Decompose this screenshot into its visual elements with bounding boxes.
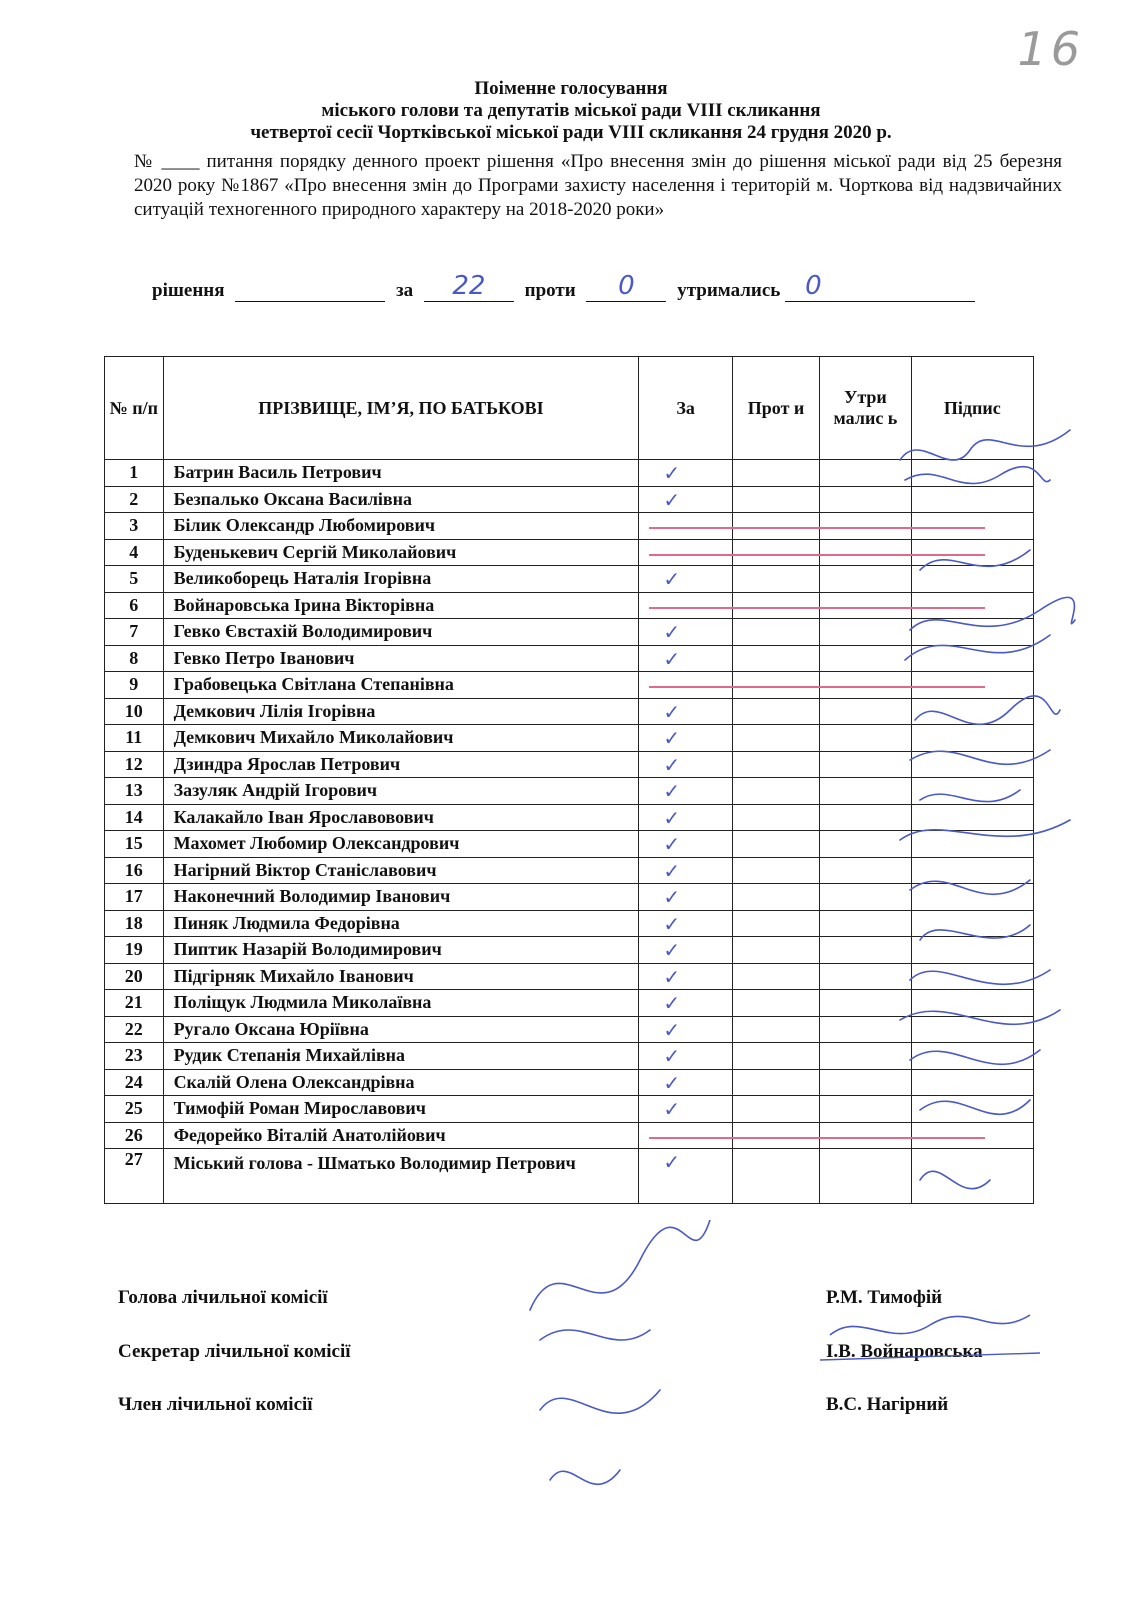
row-name: Скалій Олена Олександрівна [163,1069,639,1096]
checkmark-icon: ✓ [663,911,681,936]
table-row [105,460,1034,487]
absent-strike-line [649,686,985,688]
table-row [105,1043,1034,1070]
vote-for-cell [639,645,733,672]
signature-cell [911,539,1033,566]
header-number: № п/п [105,357,164,460]
row-number: 24 [105,1069,164,1096]
vote-for-cell [639,1149,733,1204]
table-row [105,486,1034,513]
vote-for-cell [639,937,733,964]
row-name: Федорейко Віталій Анатолійович [163,1122,639,1149]
vote-abstained-cell [820,698,911,725]
checkmark-icon: ✓ [663,832,681,856]
absent-strike-line [649,1137,985,1139]
vote-for-cell [639,566,733,593]
row-number: 17 [105,884,164,911]
vote-abstained-cell [820,1016,911,1043]
vote-for-cell [639,910,733,937]
row-name: Міський голова - Шматько Володимир Петрович [163,1149,639,1204]
row-name: Ругало Оксана Юріївна [163,1016,639,1043]
checkmark-icon: ✓ [663,858,681,883]
row-number: 1 [105,460,164,487]
row-number: 4 [105,539,164,566]
table-row [105,990,1034,1017]
row-number: 7 [105,619,164,646]
vote-for-cell [639,1096,733,1123]
row-name: Пиптик Назарій Володимирович [163,937,639,964]
vote-abstained-cell [820,751,911,778]
row-name: Войнаровська Ірина Вікторівна [163,592,639,619]
decision-blank [235,283,385,302]
abstained-blank [785,271,975,302]
row-name: Зазуляк Андрій Ігорович [163,778,639,805]
row-number: 5 [105,566,164,593]
vote-abstained-cell [820,910,911,937]
row-number: 16 [105,857,164,884]
vote-abstained-cell [820,592,911,619]
vote-abstained-cell [820,804,911,831]
signature-cell [911,486,1033,513]
vote-against-cell [732,937,819,964]
row-number: 9 [105,672,164,699]
row-name: Гевко Євстахій Володимирович [163,619,639,646]
header-session: четвертої сесії Чортківської міської ради VIII скликання 24 грудня 2020 р. [250,122,892,143]
checkmark-icon: ✓ [663,1044,681,1068]
vote-for-cell [639,778,733,805]
row-name: Наконечний Володимир Іванович [163,884,639,911]
vote-for-cell [639,804,733,831]
row-name: Нагірний Віктор Станіславович [163,857,639,884]
row-name: Батрин Василь Петрович [163,460,639,487]
vote-abstained-cell [820,566,911,593]
vote-for-cell [639,486,733,513]
row-number: 8 [105,645,164,672]
table-row [105,566,1034,593]
vote-abstained-cell [820,1043,911,1070]
row-number: 2 [105,486,164,513]
checkmark-icon: ✓ [663,567,681,591]
vote-for-cell [639,1069,733,1096]
table-row [105,831,1034,858]
roll-call-table [104,356,1034,1204]
checkmark-icon: ✓ [663,779,681,803]
row-name: Гевко Петро Іванович [163,645,639,672]
vote-against-cell [732,804,819,831]
signature-cell [911,513,1033,540]
secretary-signature [820,1305,1040,1365]
table-row [105,937,1034,964]
vote-against-cell [732,1122,819,1149]
row-name: Махомет Любомир Олександрович [163,831,639,858]
signature-cell [911,672,1033,699]
vote-against-cell [732,831,819,858]
vote-against-cell [732,539,819,566]
header-signature: Підпис [911,357,1033,460]
row-name: Дзиндра Ярослав Петрович [163,751,639,778]
checkmark-icon: ✓ [663,461,681,485]
row-name: Підгірняк Михайло Іванович [163,963,639,990]
table-row [105,751,1034,778]
abstained-label: утримались [677,280,781,301]
against-total: 0 [618,271,635,301]
vote-for-cell [639,963,733,990]
for-label: за [396,280,414,301]
signature-cell [911,910,1033,937]
row-number: 22 [105,1016,164,1043]
vote-for-cell [639,1122,733,1149]
vote-abstained-cell [820,778,911,805]
row-number: 15 [105,831,164,858]
member-name: В.С. Нагірний [826,1394,949,1415]
checkmark-icon: ✓ [663,805,681,830]
row-name: Демкович Лілія Ігорівна [163,698,639,725]
vote-for-cell [639,513,733,540]
signature-cell [911,698,1033,725]
table-row [105,884,1034,911]
vote-against-cell [732,751,819,778]
absent-strike-line [649,607,985,609]
signature-cell [911,963,1033,990]
checkmark-icon: ✓ [663,620,681,644]
row-number: 18 [105,910,164,937]
table-row [105,619,1034,646]
vote-against-cell [732,698,819,725]
row-name: Демкович Михайло Миколайович [163,725,639,752]
table-row [105,1122,1034,1149]
vote-abstained-cell [820,513,911,540]
vote-for-cell [639,592,733,619]
vote-abstained-cell [820,486,911,513]
table-row [105,672,1034,699]
vote-against-cell [732,778,819,805]
against-blank [586,271,666,302]
row-name: Рудик Степанія Михайлівна [163,1043,639,1070]
row-name: Грабовецька Світлана Степанівна [163,672,639,699]
vote-abstained-cell [820,460,911,487]
commission-signatures [520,1220,720,1520]
signature-cell [911,1122,1033,1149]
row-number: 21 [105,990,164,1017]
header-subtitle: міського голови та депутатів міської ради VIII скликання [321,100,821,121]
vote-abstained-cell [820,1122,911,1149]
vote-for-cell [639,725,733,752]
table-row [105,1069,1034,1096]
table-row [105,910,1034,937]
absent-strike-line [649,554,985,556]
chair-name: Р.М. Тимофій [826,1287,943,1308]
vote-for-cell [639,751,733,778]
checkmark-icon: ✓ [663,487,681,512]
signature-cell [911,1043,1033,1070]
vote-for-cell [639,698,733,725]
vote-against-cell [732,566,819,593]
abstained-total: 0 [805,271,822,301]
member-label: Член лічильної комісії [118,1394,313,1415]
vote-against-cell [732,857,819,884]
table-row [105,592,1034,619]
table-row [105,513,1034,540]
row-name: Калакайло Іван Ярославовович [163,804,639,831]
vote-against-cell [732,460,819,487]
vote-against-cell [732,910,819,937]
row-number: 13 [105,778,164,805]
signature-cell [911,1016,1033,1043]
vote-abstained-cell [820,725,911,752]
table-row [105,778,1034,805]
row-number: 27 [105,1149,164,1204]
vote-against-cell [732,672,819,699]
table-row [105,725,1034,752]
checkmark-icon: ✓ [663,1070,681,1095]
checkmark-icon: ✓ [663,752,681,777]
table-row [105,1149,1034,1204]
for-blank [424,271,514,302]
row-number: 12 [105,751,164,778]
vote-abstained-cell [820,619,911,646]
signature-cell [911,1149,1033,1204]
signature-cell [911,857,1033,884]
vote-against-cell [732,619,819,646]
vote-abstained-cell [820,672,911,699]
table-row [105,857,1034,884]
checkmark-icon: ✓ [663,1097,681,1121]
checkmark-icon: ✓ [663,699,681,724]
vote-abstained-cell [820,645,911,672]
row-name: Білик Олександр Любомирович [163,513,639,540]
row-number: 3 [105,513,164,540]
checkmark-icon: ✓ [663,964,681,989]
table-row [105,698,1034,725]
table-row [105,645,1034,672]
row-name: Буденькевич Сергій Миколайович [163,539,639,566]
agenda-question: № ____ питання порядку денного проект рішення «Про внесення змін до рішення міської ради від 25 березня 2020 року №1867 «Про внесення змін до Програми захисту населення і територій м. Чорткова від надзвичайних ситуацій техногенного природного характеру на 2018-2020 роки» [134,151,1062,220]
vote-against-cell [732,645,819,672]
vote-against-cell [732,1016,819,1043]
header-for: За [639,357,733,460]
vote-against-cell [732,592,819,619]
against-label: проти [524,280,576,301]
vote-against-cell [732,513,819,540]
checkmark-icon: ✓ [663,938,681,962]
signature-cell [911,645,1033,672]
secretary-label: Секретар лічильної комісії [118,1341,351,1362]
signature-cell [911,751,1033,778]
vote-abstained-cell [820,1149,911,1204]
vote-against-cell [732,486,819,513]
header-against: Прот и [732,357,819,460]
signature-cell [911,460,1033,487]
row-name: Безпалько Оксана Василівна [163,486,639,513]
signature-cell [911,804,1033,831]
signature-cell [911,884,1033,911]
vote-abstained-cell [820,990,911,1017]
row-number: 20 [105,963,164,990]
row-name: Тимофій Роман Мирославович [163,1096,639,1123]
vote-for-cell [639,539,733,566]
row-number: 6 [105,592,164,619]
row-number: 11 [105,725,164,752]
row-number: 25 [105,1096,164,1123]
vote-for-cell [639,1016,733,1043]
signature-cell [911,725,1033,752]
vote-against-cell [732,884,819,911]
vote-against-cell [732,1096,819,1123]
vote-against-cell [732,990,819,1017]
table-row [105,539,1034,566]
checkmark-icon: ✓ [663,1017,681,1042]
absent-strike-line [649,527,985,529]
row-name: Великоборець Наталія Ігорівна [163,566,639,593]
page-number: 16 [1017,22,1084,76]
vote-for-cell [639,990,733,1017]
document-header [0,78,1142,144]
row-name: Поліщук Людмила Миколаївна [163,990,639,1017]
signature-cell [911,1096,1033,1123]
vote-abstained-cell [820,539,911,566]
header-title: Поіменне голосування [474,78,668,99]
header-name: ПРІЗВИЩЕ, ІМ’Я, ПО БАТЬКОВІ [163,357,639,460]
signature-cell [911,778,1033,805]
table-row [105,963,1034,990]
signature-cell [911,937,1033,964]
row-number: 23 [105,1043,164,1070]
secretary-name: І.В. Войнаровська [826,1341,983,1362]
signature-cell [911,619,1033,646]
vote-for-cell [639,831,733,858]
checkmark-icon: ✓ [663,1150,681,1174]
vote-abstained-cell [820,831,911,858]
vote-abstained-cell [820,857,911,884]
for-total: 22 [452,271,486,301]
row-number: 14 [105,804,164,831]
signature-cell [911,831,1033,858]
vote-for-cell [639,672,733,699]
vote-totals [152,271,1052,302]
vote-abstained-cell [820,884,911,911]
table-row [105,1016,1034,1043]
vote-abstained-cell [820,963,911,990]
checkmark-icon: ✓ [663,991,681,1015]
row-name: Пиняк Людмила Федорівна [163,910,639,937]
signature-cell [911,566,1033,593]
vote-against-cell [732,1069,819,1096]
checkmark-icon: ✓ [663,726,681,750]
decision-label: рішення [152,280,225,301]
vote-against-cell [732,725,819,752]
checkmark-icon: ✓ [663,646,681,671]
vote-for-cell [639,884,733,911]
vote-for-cell [639,619,733,646]
vote-for-cell [639,460,733,487]
chair-label: Голова лічильної комісії [118,1287,328,1308]
signature-cell [911,592,1033,619]
vote-abstained-cell [820,1096,911,1123]
signature-cell [911,1069,1033,1096]
vote-abstained-cell [820,937,911,964]
table-row [105,804,1034,831]
signature-cell [911,990,1033,1017]
row-number: 26 [105,1122,164,1149]
checkmark-icon: ✓ [663,885,681,909]
vote-for-cell [639,1043,733,1070]
vote-against-cell [732,1149,819,1204]
vote-against-cell [732,963,819,990]
row-number: 10 [105,698,164,725]
row-number: 19 [105,937,164,964]
table-row [105,1096,1034,1123]
vote-for-cell [639,857,733,884]
header-abstained: Утри малис ь [820,357,911,460]
vote-abstained-cell [820,1069,911,1096]
vote-against-cell [732,1043,819,1070]
